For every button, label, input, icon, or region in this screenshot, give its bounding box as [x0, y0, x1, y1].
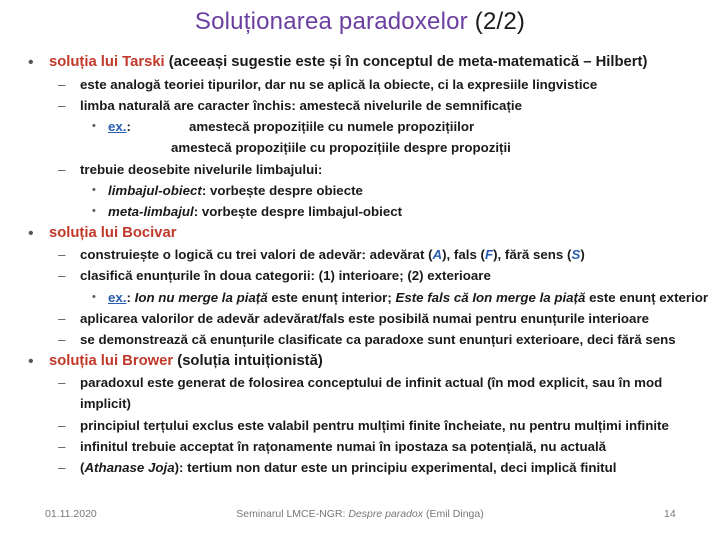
dash-icon: – — [58, 76, 66, 92]
bullet-dot-icon: • — [92, 183, 96, 196]
dash-icon: – — [58, 97, 66, 113]
meta-language-def: : vorbește despre limbajul-obiect — [193, 204, 403, 220]
dash-icon: – — [58, 247, 66, 263]
bocivar-example — [0, 287, 720, 308]
brower-sub-3 — [0, 436, 720, 457]
brower-sub-1-cont — [0, 393, 720, 414]
bocivar-sub-4-text: se demonstrează că enunțurile clasificate ca paradoxe sunt enunțuri exterioare, deci fără sens — [80, 332, 676, 348]
footer-date: 01.11.2020 — [45, 508, 97, 520]
brower-sub-1-line2: implicit) — [80, 396, 131, 412]
bullet-bocivar — [0, 223, 720, 245]
dash-icon: – — [58, 310, 66, 326]
meta-language-term: meta-limbajul — [108, 204, 194, 220]
footer-caption-b: (Emil Dinga) — [423, 508, 484, 520]
object-language-item — [0, 180, 720, 201]
bullet-dot-icon: • — [92, 205, 96, 218]
object-language-def: : vorbește despre obiecte — [201, 182, 363, 198]
bocivar-sub-4 — [0, 329, 720, 350]
bullet-dot-icon: • — [28, 224, 34, 242]
bocivar-sub-2 — [0, 265, 720, 286]
footer-page-number: 14 — [664, 508, 676, 520]
title-number: (2/2) — [474, 8, 526, 35]
dash-icon: – — [58, 438, 66, 454]
example-colon: : — [126, 289, 135, 305]
brower-sub-4 — [0, 457, 720, 478]
bocivar-sub-1-c: ), fără sens ( — [493, 247, 572, 263]
bullet-dot-icon: • — [28, 352, 34, 370]
dash-icon: – — [58, 161, 66, 177]
footer-caption — [0, 508, 720, 520]
dash-icon: – — [58, 460, 66, 476]
brower-sub-4-author: Athanase Joja — [84, 460, 175, 476]
bullet-dot-icon: • — [28, 54, 34, 71]
bocivar-sub-1-d: ) — [580, 247, 585, 263]
tarski-heading-rest: (aceeași sugestie este și în conceptul de meta-matematică – Hilbert) — [164, 54, 648, 70]
slide-title — [0, 8, 720, 36]
brower-heading-rest: (soluția intuiționistă) — [173, 352, 323, 369]
bocivar-sub-1-b: ), fals ( — [442, 247, 485, 263]
example-end: este enunț exterior — [585, 289, 709, 305]
tarski-example-2-text: amestecă propozițiile cu propozițiile despre propoziții — [171, 140, 511, 156]
tarski-sub-1-text: este analogă teoriei tipurilor, dar nu se aplică la obiecte, ci la expresiile lingvistice — [80, 76, 598, 92]
bocivar-sub-3 — [0, 308, 720, 329]
brower-sub-1 — [0, 372, 720, 393]
bullet-dot-icon: • — [92, 120, 96, 133]
footer-caption-a: Seminarul LMCE-NGR: — [236, 508, 349, 520]
tarski-sub-3-text: trebuie deosebite nivelurile limbajului: — [80, 161, 323, 177]
example-colon: : — [126, 119, 131, 135]
bullet-dot-icon: • — [92, 290, 96, 303]
slide-content — [0, 52, 720, 479]
brower-heading: soluția lui Brower — [49, 352, 174, 369]
tarski-example-1 — [0, 116, 720, 137]
example-link[interactable]: ex. — [108, 289, 127, 305]
bullet-brower — [0, 351, 720, 373]
object-language-term: limbajul-obiect — [108, 182, 202, 198]
bocivar-sub-1 — [0, 244, 720, 265]
dash-icon: – — [58, 332, 66, 348]
bocivar-heading: soluția lui Bocivar — [49, 224, 177, 241]
value-true: A — [432, 247, 443, 263]
tarski-sub-1 — [0, 74, 720, 95]
tarski-heading: soluția lui Tarski — [49, 54, 165, 70]
example-mid: este enunț interior; — [267, 289, 396, 305]
brower-sub-2 — [0, 415, 720, 436]
value-false: F — [484, 247, 494, 263]
bocivar-sub-3-text: aplicarea valorilor de adevăr adevărat/fals este posibilă numai pentru enunțurile interioare — [80, 310, 650, 326]
example-exterior: Este fals că Ion merge la piață — [395, 289, 586, 305]
brower-sub-2-text: principiul terțului exclus este valabil pentru mulțimi finite încheiate, nu pentru mulțimi infinite — [80, 417, 669, 433]
bocivar-sub-1-a: construiește o logică cu trei valori de adevăr: adevărat ( — [80, 247, 433, 263]
example-link[interactable]: ex. — [108, 119, 127, 135]
tarski-example-2 — [0, 137, 720, 158]
tarski-sub-2-text: limba naturală are caracter închis: amestecă nivelurile de semnificație — [80, 97, 522, 113]
title-main: Soluționarea paradoxelor — [194, 8, 468, 35]
bullet-tarski — [0, 52, 720, 74]
brower-sub-1-line1: paradoxul este generat de folosirea conceptului de infinit actual (în mod explicit, sau în mod — [80, 375, 663, 391]
dash-icon: – — [58, 417, 66, 433]
footer-caption-italic: Despre paradox — [348, 508, 424, 520]
bocivar-sub-2-text: clasifică enunțurile în doua categorii: (1) interioare; (2) exterioare — [80, 268, 491, 284]
dash-icon: – — [58, 375, 66, 391]
example-interior: Ion nu merge la piață — [134, 289, 268, 305]
meta-language-item — [0, 201, 720, 222]
value-meaningless: S — [571, 247, 581, 263]
tarski-sub-3 — [0, 159, 720, 180]
tarski-example-1-text: amestecă propozițiile cu numele propozițiilor — [188, 119, 475, 135]
brower-sub-4-b: ): tertium non datur este un principiu experimental, deci implică finitul — [174, 460, 617, 476]
brower-sub-4-a: ( — [80, 460, 85, 476]
brower-sub-3-text: infinitul trebuie acceptat în rațonamente numai în ipostaza sa potențială, nu actuală — [80, 438, 607, 454]
tarski-sub-2 — [0, 95, 720, 116]
dash-icon: – — [58, 268, 66, 284]
